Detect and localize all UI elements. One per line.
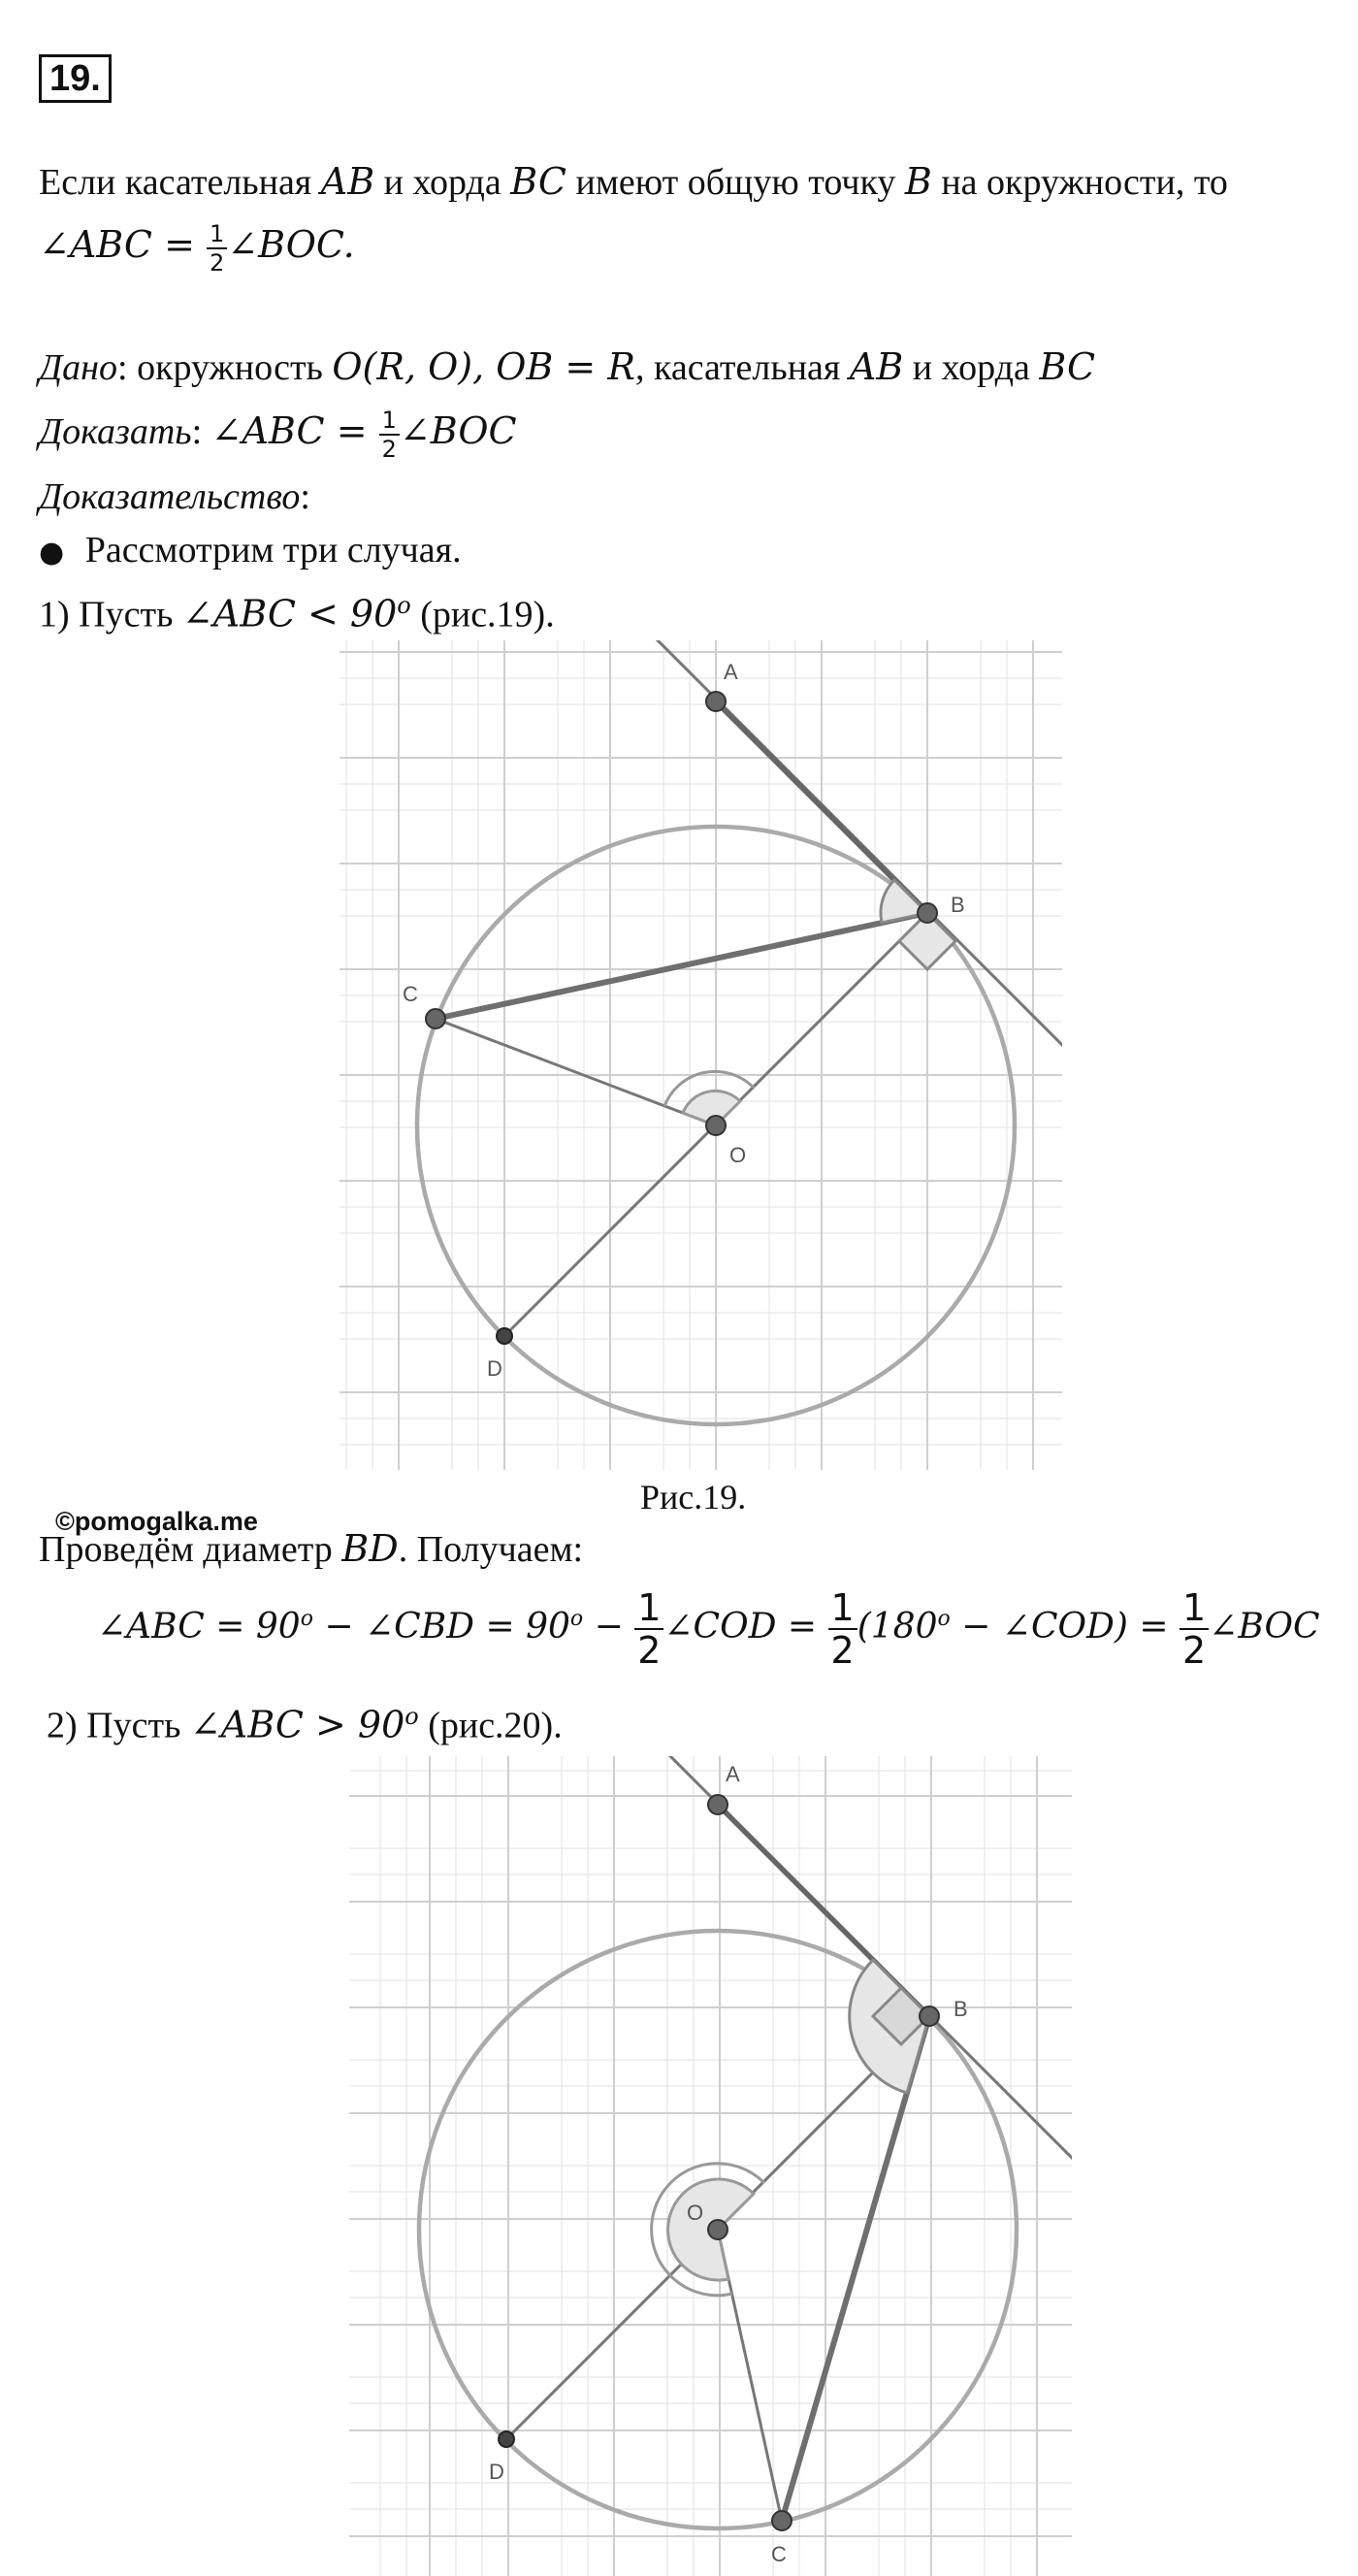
diameter-suffix: . Получаем:: [398, 1529, 584, 1570]
prove-right: ∠BOC: [399, 409, 517, 452]
fraction-denominator: 2: [830, 1629, 855, 1672]
fraction-denominator: 2: [1181, 1629, 1207, 1672]
point-a: [708, 1795, 728, 1814]
label-b: B: [951, 893, 965, 917]
fraction-half: [828, 1586, 857, 1672]
eq-part: ∠BOC: [1209, 1607, 1320, 1647]
degree-sup: o: [404, 1703, 419, 1730]
eq-part: − ∠COD) =: [950, 1607, 1180, 1647]
fraction-denominator: 2: [381, 436, 397, 464]
formula-left: ∠ABC =: [39, 223, 207, 266]
fraction-numerator: 1: [634, 1589, 663, 1630]
case-condition: ∠ABC > 90: [189, 1703, 405, 1746]
figure-19-grid: [340, 633, 1077, 1470]
label-d: D: [487, 1356, 502, 1381]
segment-bd: BD: [341, 1527, 399, 1570]
given-text: , касательная: [634, 347, 850, 388]
eq-part: (180: [857, 1607, 938, 1647]
label-o: O: [687, 2201, 704, 2225]
chord-bc-line: [436, 913, 927, 1019]
fraction-denominator: 2: [637, 1629, 662, 1672]
case-suffix: (рис.19).: [410, 594, 555, 636]
degree-sup: o: [397, 592, 411, 619]
point-c: [426, 1009, 445, 1028]
case-prefix: 1) Пусть: [39, 594, 182, 636]
point-d: [497, 1328, 512, 1344]
watermark: ©pomogalka.me: [55, 1507, 258, 1536]
proof-colon: :: [300, 476, 310, 517]
given-text: : окружность: [117, 347, 333, 388]
prove-colon: :: [191, 411, 211, 452]
point-d: [499, 2431, 514, 2447]
label-a: A: [724, 660, 738, 684]
eq-part: ∠COD =: [663, 1607, 828, 1647]
bullet-text: Рассмотрим три случая.: [84, 530, 462, 571]
label-c: C: [771, 2542, 787, 2566]
figure-20: [349, 1752, 1082, 2576]
main-equation: [97, 1586, 1320, 1672]
degree-sup: o: [300, 1607, 313, 1631]
statement-text: имеют общую точку: [566, 162, 905, 203]
problem-number: 19.: [39, 54, 112, 103]
point-a: [706, 692, 726, 711]
segment-ab: AB: [320, 160, 375, 203]
point-b: B: [904, 160, 932, 203]
eq-part: − ∠CBD = 90: [312, 1607, 570, 1647]
label-b: B: [954, 1997, 968, 2021]
fraction-denominator: 2: [210, 249, 225, 277]
label-d: D: [489, 2460, 504, 2484]
statement-text: на окружности, то: [931, 162, 1228, 203]
proof-label: Доказательство: [39, 476, 301, 517]
fraction-numerator: 1: [828, 1589, 857, 1630]
radius-oc-line: [436, 1019, 716, 1125]
segment-ab: AB: [849, 345, 904, 388]
point-c: [772, 2511, 792, 2530]
label-c: C: [403, 982, 418, 1006]
given-text: и хорда: [903, 347, 1040, 388]
label-o: O: [729, 1143, 747, 1167]
segment-bc: BC: [510, 160, 566, 203]
eq-part: ∠ABC = 90: [97, 1607, 301, 1647]
point-o: [708, 2220, 728, 2239]
fraction-half: [634, 1586, 663, 1672]
prove-left: ∠ABC =: [210, 409, 379, 452]
case-condition: ∠ABC < 90: [181, 592, 398, 636]
given-label: Дано: [39, 347, 118, 388]
diameter-prefix: Проведём диаметр: [39, 1529, 342, 1570]
prove-label: Доказать: [39, 411, 192, 452]
formula-right: ∠BOC.: [227, 223, 355, 266]
fraction-numerator: 1: [207, 222, 227, 249]
degree-sup: o: [569, 1607, 584, 1631]
figure-caption: Рис.19.: [640, 1478, 747, 1516]
point-o: [706, 1116, 726, 1135]
diameter-line: [39, 1525, 583, 1573]
fraction-numerator: 1: [379, 408, 400, 436]
statement-text: и хорда: [374, 162, 511, 203]
bullet-icon: ●: [39, 536, 65, 570]
fraction-half: [1180, 1586, 1209, 1672]
point-b: [920, 2006, 939, 2026]
fraction-numerator: 1: [1180, 1589, 1209, 1630]
segment-bc: BC: [1039, 345, 1096, 388]
case-prefix: 2) Пусть: [47, 1705, 190, 1746]
case-2-line: [47, 1693, 563, 1749]
eq-part: −: [583, 1607, 635, 1647]
degree-sup: o: [937, 1607, 951, 1631]
label-a: A: [726, 1762, 740, 1786]
case-suffix: (рис.20).: [418, 1705, 563, 1746]
given-circle: O(R, O), OB = R: [332, 345, 635, 388]
point-b: [918, 903, 937, 923]
statement-text: Если касательная: [39, 162, 321, 203]
